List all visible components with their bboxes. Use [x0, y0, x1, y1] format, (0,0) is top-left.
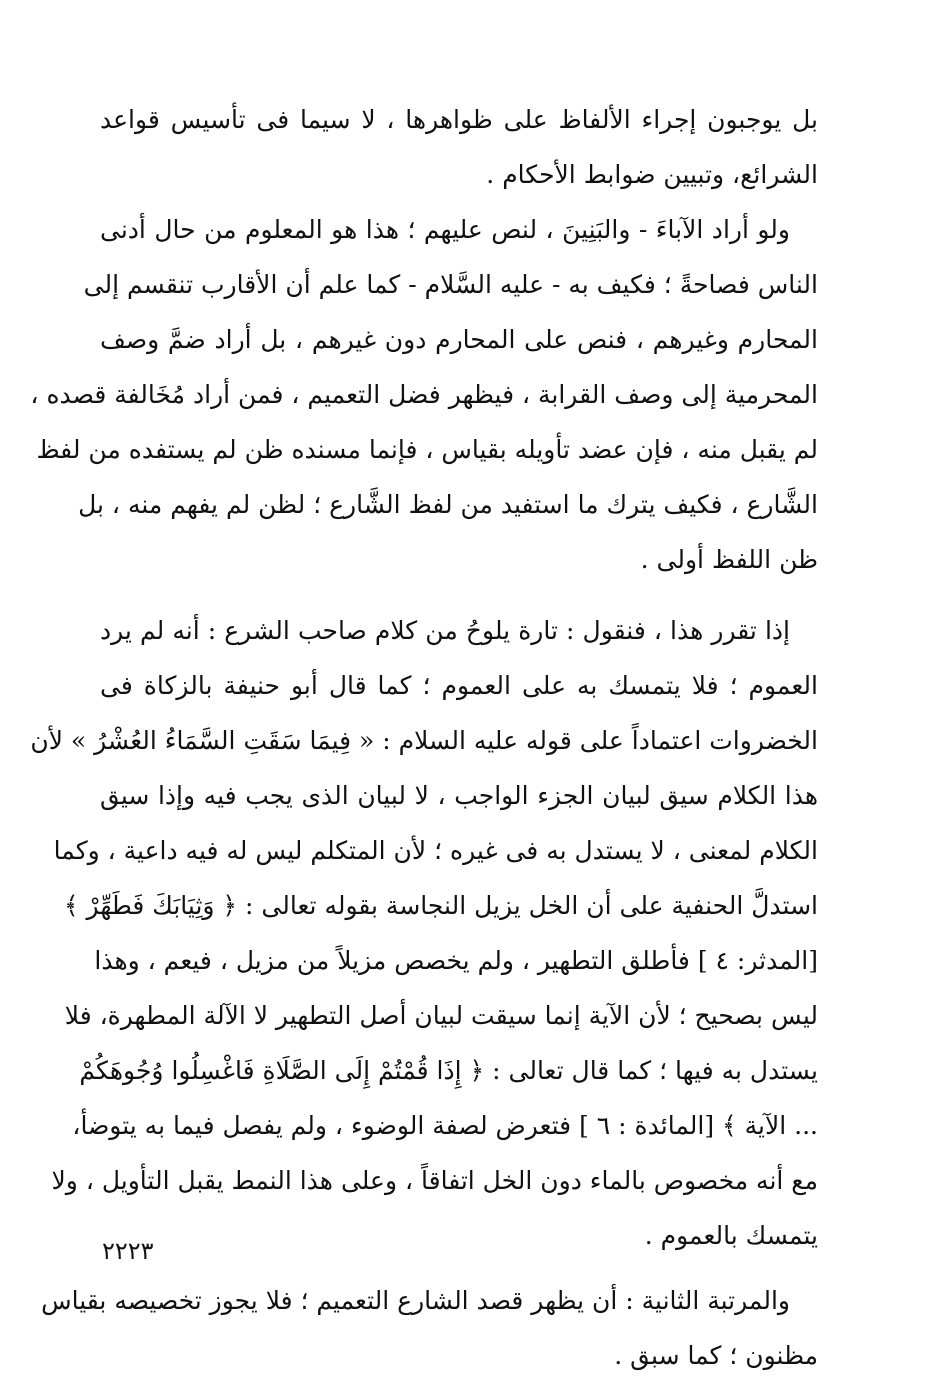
text-line: [المدثر: ٤ ] فأطلق التطهير ، ولم يخصص مزيلاً من مزيل ، فيعم ، وهذا — [94, 946, 818, 975]
text-line: المحارم وغيرهم ، فنص على المحارم دون غيرهم ، بل أراد ضمَّ وصف — [100, 325, 818, 354]
text-line: المحرمية إلى وصف القرابة ، فيظهر فضل التعميم ، فمن أراد مُخَالفة قصده ، — [30, 380, 818, 409]
page-number: ٢٢٢٣ — [102, 1237, 154, 1265]
body-text — [30, 92, 818, 1383]
text-line: إذا تقرر هذا ، فنقول : تارة يلوحُ من كلام صاحب الشرع : أنه لم يرد — [100, 616, 790, 645]
text-line: ولو أراد الآباءَ - والبَنِينَ ، لنص عليهم ؛ هذا هو المعلوم من حال أدنى — [100, 215, 790, 244]
paragraph-4 — [41, 1273, 818, 1383]
text-line: الخضروات اعتماداً على قوله عليه السلام : « فِيمَا سَقَتِ السَّمَاءُ العُشْرُ » لأن — [30, 726, 818, 755]
text-line: هذا الكلام سيق لبيان الجزء الواجب ، لا لبيان الذى يجب فيه وإذا سيق — [100, 781, 818, 810]
text-line: العموم ؛ فلا يتمسك به على العموم ؛ كما قال أبو حنيفة بالزكاة فى — [100, 671, 818, 700]
text-line: مع أنه مخصوص بالماء دون الخل اتفاقاً ، وعلى هذا النمط يقبل التأويل ، ولا — [51, 1166, 818, 1195]
text-line: يتمسك بالعموم . — [644, 1221, 818, 1250]
text-line: الشَّارع ، فكيف يترك ما استفيد من لفظ الشَّارع ؛ لظن لم يفهم منه ، بل — [78, 490, 818, 519]
paragraph-1 — [100, 92, 818, 202]
text-line: بل يوجبون إجراء الألفاظ على ظواهرها ، لا سيما فى تأسيس قواعد — [100, 105, 818, 134]
paragraph-3 — [30, 603, 818, 1263]
text-line: ... الآية ﴾ [المائدة : ٦ ] فتعرض لصفة الوضوء ، ولم يفصل فيما به يتوضأ، — [72, 1111, 818, 1140]
paragraph-2 — [30, 202, 818, 587]
text-line: الناس فصاحةً ؛ فكيف به - عليه السَّلام - كما علم أن الأقارب تنقسم إلى — [83, 270, 818, 299]
text-line: استدلَّ الحنفية على أن الخل يزيل النجاسة بقوله تعالى : ﴿ وَثِيَابَكَ فَطَهِّرْ ﴾ — [63, 891, 818, 920]
text-line: يستدل به فيها ؛ كما قال تعالى : ﴿ إِذَا قُمْتُمْ إِلَى الصَّلَاةِ فَاغْسِلُوا وُجُوهَكُمْ — [79, 1056, 818, 1085]
text-line: لم يقبل منه ، فإن عضد تأويله بقياس ، فإنما مسنده ظن لم يستفده من لفظ — [36, 435, 818, 464]
text-line: مظنون ؛ كما سبق . — [614, 1341, 818, 1370]
text-line: الشرائع، وتبيين ضوابط الأحكام . — [486, 160, 818, 189]
text-line: الكلام لمعنى ، لا يستدل به فى غيره ؛ لأن المتكلم ليس له فيه داعية ، وكما — [53, 836, 818, 865]
text-line: والمرتبة الثانية : أن يظهر قصد الشارع التعميم ؛ فلا يجوز تخصيصه بقياس — [41, 1286, 790, 1315]
text-line: ليس بصحيح ؛ لأن الآية إنما سيقت لبيان أصل التطهير لا الآلة المطهرة، فلا — [64, 1001, 818, 1030]
text-line: ظن اللفظ أولى . — [640, 545, 818, 574]
